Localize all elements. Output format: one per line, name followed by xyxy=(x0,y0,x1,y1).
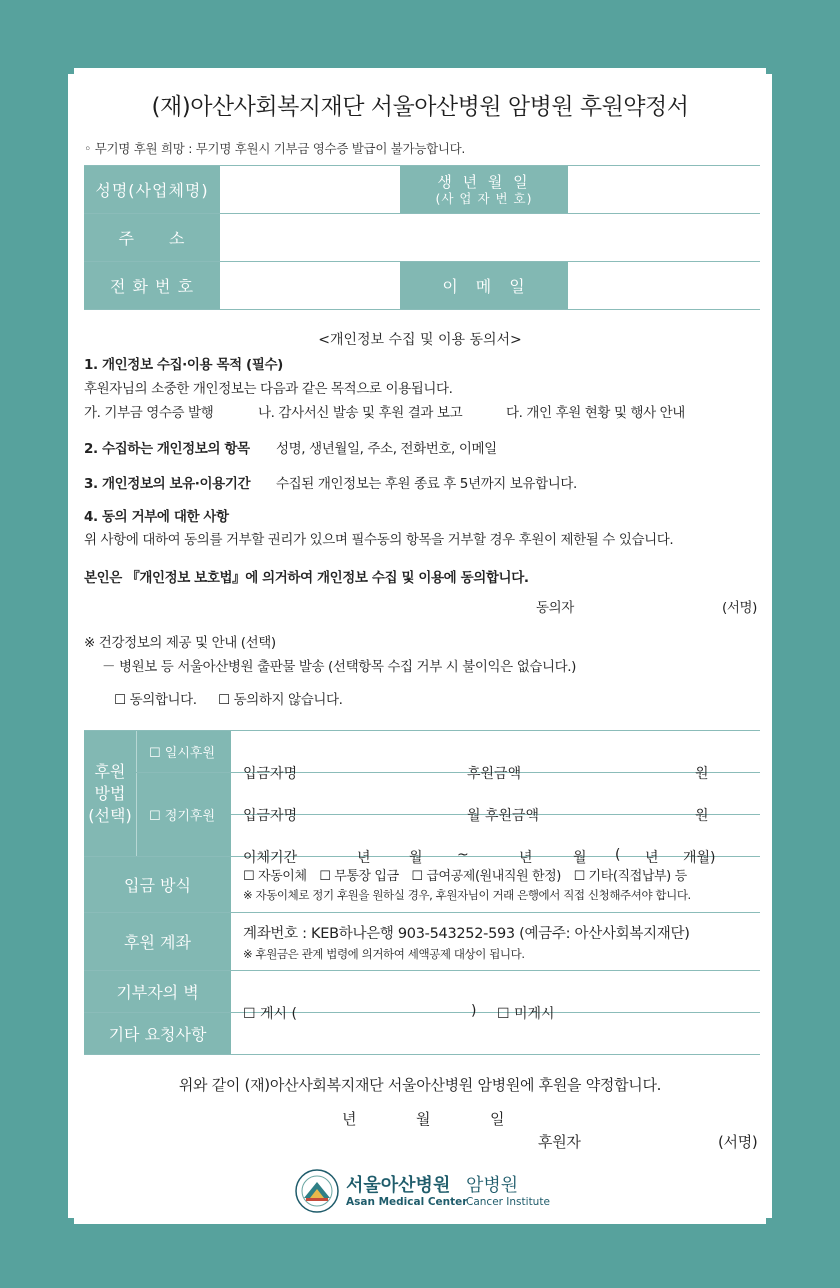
etc-request-field[interactable] xyxy=(231,1013,760,1055)
onetime-row xyxy=(231,731,760,782)
pledge-month: 월 xyxy=(416,1110,431,1128)
privacy-s4-body: 위 사항에 대하여 동의를 거부할 권리가 있으며 필수동의 항목을 거부할 경우 후원이 제한될 수 있습니다. xyxy=(84,532,674,548)
deposit-method-label: 입금 방식 xyxy=(84,857,231,913)
pledge-statement: 위와 같이 (재)아산사회복지재단 서울아산병원 암병원에 후원을 약정합니다. xyxy=(178,1076,662,1094)
account-cell xyxy=(231,913,760,971)
pledge-day: 일 xyxy=(490,1110,505,1128)
email-label: 이 메 일 xyxy=(400,262,568,310)
privacy-s3-title: 3. 개인정보의 보유·이용기간 xyxy=(84,476,251,492)
period-start-month: 월 xyxy=(409,849,423,866)
logo-sub-en: Cancer Institute xyxy=(466,1196,550,1208)
monthly-amount-label: 월 후원금액 xyxy=(467,807,540,824)
corner-notch xyxy=(68,1218,74,1224)
sponsor-label: 후원자 xyxy=(538,1133,581,1151)
privacy-s2-title: 2. 수집하는 개인정보의 항목 xyxy=(84,441,250,457)
privacy-s1-b: 나. 감사서신 발송 및 후원 결과 보고 xyxy=(258,405,463,421)
health-disagree-checkbox[interactable]: ☐ 동의하지 않습니다. xyxy=(218,692,343,708)
donor-wall-cell xyxy=(231,971,760,1022)
privacy-consent-statement: 본인은 『개인정보 보호법』에 의거하여 개인정보 수집 및 이용에 동의합니다. xyxy=(84,570,529,586)
address-label: 주 소 xyxy=(84,214,220,262)
regular-won-label: 원 xyxy=(695,807,709,824)
donor-wall-label: 기부자의 벽 xyxy=(84,971,231,1013)
period-paren-open: ( xyxy=(615,846,621,863)
sponsor-signature[interactable]: (서명) xyxy=(718,1133,758,1151)
consent-signature[interactable]: (서명) xyxy=(722,600,758,616)
onetime-checkbox[interactable]: ☐ 일시후원 xyxy=(137,731,232,773)
logo-sub-ko: 암병원 xyxy=(466,1175,519,1196)
privacy-s4-title: 4. 동의 거부에 대한 사항 xyxy=(84,509,229,525)
email-field[interactable] xyxy=(568,262,760,310)
corner-notch xyxy=(766,1218,772,1224)
account-number: 계좌번호 : KEB하나은행 903-543252-593 (예금주: 아산사회복지재단) xyxy=(243,925,690,942)
name-field[interactable] xyxy=(220,166,400,214)
period-months-close: 개월) xyxy=(683,849,716,866)
privacy-s1-title: 1. 개인정보 수집·이용 목적 (필수) xyxy=(84,357,283,373)
phone-label: 전 화 번 호 xyxy=(84,262,220,310)
period-end-year: 년 xyxy=(519,849,533,866)
donation-method-label: 후원 방법 (선택) xyxy=(84,731,137,857)
regular-checkbox[interactable]: ☐ 정기후원 xyxy=(137,773,232,857)
account-label: 후원 계좌 xyxy=(84,913,231,971)
wall-post-close: ) xyxy=(471,1002,477,1019)
deposit-options[interactable]: ☐ 자동이체 ☐ 무통장 입금 ☐ 급여공제(원내직원 한정) ☐ 기타(직접납부) 등 xyxy=(243,868,687,884)
health-info-title: ※ 건강정보의 제공 및 안내 (선택) xyxy=(84,635,276,651)
deposit-method-cell xyxy=(231,857,760,913)
donor-info-table xyxy=(84,165,760,310)
privacy-s1-c: 다. 개인 후원 현황 및 행사 안내 xyxy=(506,405,685,421)
phone-field[interactable] xyxy=(220,262,400,310)
health-agree-checkbox[interactable]: ☐ 동의합니다. xyxy=(114,692,197,708)
privacy-s2-body: 성명, 생년월일, 주소, 전화번호, 이메일 xyxy=(276,441,497,457)
donation-table xyxy=(84,730,760,1055)
corner-notch xyxy=(766,68,772,74)
period-months-year: 년 xyxy=(645,849,659,866)
transfer-period-label: 이체기간 xyxy=(243,849,298,866)
regular-depositor-label: 입금자명 xyxy=(243,807,298,824)
asan-foundation-logo xyxy=(294,1168,340,1214)
form-title: (재)아산사회복지재단 서울아산병원 암병원 후원약정서 xyxy=(151,94,689,120)
onetime-won-label: 원 xyxy=(695,765,709,782)
logo-name-ko: 서울아산병원 xyxy=(346,1175,451,1196)
wall-post-checkbox[interactable]: ☐ 게시 ( xyxy=(243,1005,297,1022)
privacy-heading: <개인정보 수집 및 이용 동의서> xyxy=(318,332,522,348)
corner-notch xyxy=(68,68,74,74)
etc-request-label: 기타 요청사항 xyxy=(84,1013,231,1055)
birthdate-label: 생 년 월 일 (사 업 자 번 호) xyxy=(400,166,568,214)
health-info-body: － 병원보 등 서울아산병원 출판물 발송 (선택항목 수집 거부 시 불이익은 없습니다.) xyxy=(102,659,577,675)
consenter-label: 동의자 xyxy=(536,600,574,616)
privacy-s1-a: 가. 기부금 영수증 발행 xyxy=(84,405,214,421)
pledge-year: 년 xyxy=(342,1110,357,1128)
wall-no-post-checkbox[interactable]: ☐ 미게시 xyxy=(497,1005,555,1022)
birthdate-field[interactable] xyxy=(568,166,760,214)
period-end-month: 월 xyxy=(573,849,587,866)
onetime-depositor-label: 입금자명 xyxy=(243,765,298,782)
onetime-amount-label: 후원금액 xyxy=(467,765,522,782)
deposit-note: ※ 자동이체로 정기 후원을 원하실 경우, 후원자님이 거래 은행에서 직접 신청해주셔야 합니다. xyxy=(243,887,691,902)
anonymous-note: ◦ 무기명 후원 희망 : 무기명 후원시 기부금 영수증 발급이 불가능합니다. xyxy=(84,141,466,156)
period-start-year: 년 xyxy=(357,849,371,866)
name-label: 성명(사업체명) xyxy=(84,166,220,214)
period-tilde: ~ xyxy=(457,846,469,863)
address-field[interactable] xyxy=(220,214,760,262)
logo-name-en: Asan Medical Center xyxy=(346,1196,468,1208)
account-note: ※ 후원금은 관계 법령에 의거하여 세액공제 대상이 됩니다. xyxy=(243,946,525,961)
form-sheet xyxy=(68,68,772,1224)
privacy-s3-body: 수집된 개인정보는 후원 종료 후 5년까지 보유합니다. xyxy=(276,476,577,492)
privacy-s1-body: 후원자님의 소중한 개인정보는 다음과 같은 목적으로 이용됩니다. xyxy=(84,381,453,397)
